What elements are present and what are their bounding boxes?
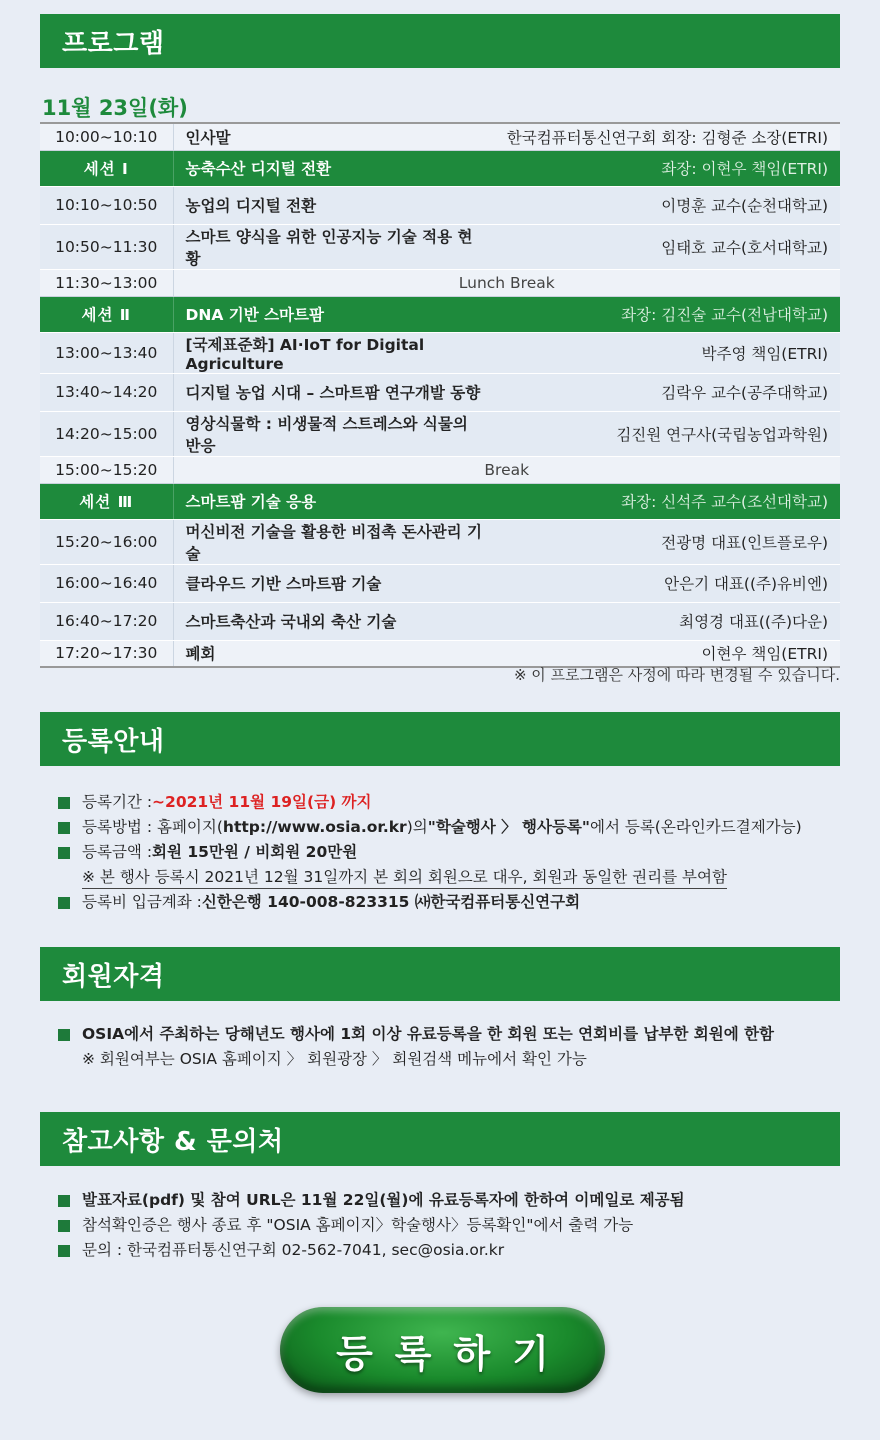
- talk-title: 인사말: [173, 123, 495, 150]
- reference-heading: 참고사항 & 문의처: [40, 1112, 840, 1166]
- speaker: 박주영 책임(ETRI): [495, 332, 840, 373]
- reference-info: [58, 1188, 685, 1263]
- membership-info: [58, 1022, 774, 1072]
- talk-title: 영상식물학 : 비생물적 스트레스와 식물의 반응: [173, 411, 495, 456]
- time-slot: 17:20~17:30: [40, 640, 173, 667]
- bullet-square-icon: [58, 1195, 70, 1207]
- registration-deadline: ~2021년 11월 19일(금) 까지: [152, 793, 372, 811]
- schedule-row: [40, 519, 840, 564]
- session-title: 농축수산 디지털 전환: [173, 150, 495, 186]
- talk-title: 디지털 농업 시대 – 스마트팜 연구개발 동향: [173, 373, 495, 411]
- break-row: [40, 456, 840, 483]
- break-label: Break: [173, 456, 840, 483]
- schedule-row: [40, 123, 840, 150]
- membership-heading: 회원자격: [40, 947, 840, 1001]
- registration-fee-note: ※ 본 행사 등록시 2021년 12월 31일까지 본 회의 회원으로 대우, 회원과 동일한 권리를 부여함: [58, 865, 802, 890]
- time-slot: 10:10~10:50: [40, 186, 173, 224]
- time-slot: 15:00~15:20: [40, 456, 173, 483]
- schedule-row: [40, 186, 840, 224]
- talk-title: 머신비전 기술을 활용한 비접촉 돈사관리 기술: [173, 519, 495, 564]
- session-row: [40, 296, 840, 332]
- talk-title: 스마트 양식을 위한 인공지능 기술 적용 현황: [173, 224, 495, 269]
- session-chair: 좌장: 김진술 교수(전남대학교): [495, 296, 840, 332]
- speaker: 김락우 교수(공주대학교): [495, 373, 840, 411]
- program-heading: 프로그램: [40, 14, 840, 68]
- time-slot: 13:00~13:40: [40, 332, 173, 373]
- break-label: Lunch Break: [173, 269, 840, 296]
- bullet-square-icon: [58, 797, 70, 809]
- registration-fee-item: 등록금액 : 회원 15만원 / 비회원 20만원: [58, 840, 802, 865]
- schedule-row: [40, 373, 840, 411]
- schedule-row: [40, 224, 840, 269]
- registration-method-item: 등록방법 : 홈페이지( http://www.osia.or.kr )의 "학술행사 〉 행사등록" 에서 등록(온라인카드결제가능): [58, 815, 802, 840]
- registration-url-link[interactable]: http://www.osia.or.kr: [222, 818, 407, 836]
- bullet-square-icon: [58, 1029, 70, 1041]
- time-slot: 10:00~10:10: [40, 123, 173, 150]
- schedule-row: [40, 411, 840, 456]
- reference-item-materials: 발표자료(pdf) 및 참여 URL은 11월 22일(월)에 유료등록자에 한하여 이메일로 제공됨: [58, 1188, 685, 1213]
- session-row: [40, 483, 840, 519]
- time-slot: 11:30~13:00: [40, 269, 173, 296]
- time-slot: 13:40~14:20: [40, 373, 173, 411]
- registration-fee-value: 회원 15만원 / 비회원 20만원: [152, 843, 358, 861]
- schedule-row: [40, 332, 840, 373]
- time-slot: 15:20~16:00: [40, 519, 173, 564]
- registration-period-item: 등록기간 : ~2021년 11월 19일(금) 까지: [58, 790, 802, 815]
- session-row: [40, 150, 840, 186]
- talk-title: 스마트축산과 국내외 축산 기술: [173, 602, 495, 640]
- speaker: 안은기 대표((주)유비엔): [495, 564, 840, 602]
- reference-item-contact: 문의 : 한국컴퓨터통신연구회 02-562-7041, sec@osia.or.kr: [58, 1238, 685, 1263]
- talk-title: [국제표준화] AI·IoT for Digital Agriculture: [173, 332, 495, 373]
- registration-account-item: 등록비 입금계좌 : 신한은행 140-008-823315 ㈔한국컴퓨터통신연구회: [58, 890, 802, 915]
- time-slot: 16:40~17:20: [40, 602, 173, 640]
- speaker: 이명훈 교수(순천대학교): [495, 186, 840, 224]
- talk-title: 폐회: [173, 640, 495, 667]
- registration-account-value: 신한은행 140-008-823315 ㈔한국컴퓨터통신연구회: [201, 893, 581, 911]
- speaker: 임태호 교수(호서대학교): [495, 224, 840, 269]
- bullet-square-icon: [58, 847, 70, 859]
- registration-menu-path: "학술행사 〉 행사등록": [427, 818, 590, 836]
- speaker: 한국컴퓨터통신연구회 회장: 김형준 소장(ETRI): [495, 123, 840, 150]
- membership-condition-item: OSIA에서 주최하는 당해년도 행사에 1회 이상 유료등록을 한 회원 또는 연회비를 납부한 회원에 한함: [58, 1022, 774, 1047]
- schedule-row: [40, 564, 840, 602]
- registration-info: [58, 790, 802, 915]
- schedule-row: [40, 640, 840, 667]
- time-slot: 14:20~15:00: [40, 411, 173, 456]
- reference-item-certificate: 참석확인증은 행사 종료 후 "OSIA 홈페이지〉학술행사〉등록확인"에서 출력 가능: [58, 1213, 685, 1238]
- speaker: 김진원 연구사(국립농업과학원): [495, 411, 840, 456]
- schedule-table: [40, 122, 840, 668]
- talk-title: 클라우드 기반 스마트팜 기술: [173, 564, 495, 602]
- session-label: 세션 Ⅰ: [40, 150, 173, 186]
- speaker: 전광명 대표(인트플로우): [495, 519, 840, 564]
- break-row: [40, 269, 840, 296]
- registration-heading: 등록안내: [40, 712, 840, 766]
- bullet-square-icon: [58, 822, 70, 834]
- session-title: 스마트팜 기술 응용: [173, 483, 495, 519]
- bullet-square-icon: [58, 1245, 70, 1257]
- schedule-row: [40, 602, 840, 640]
- schedule-change-note: ※ 이 프로그램은 사정에 따라 변경될 수 있습니다.: [513, 666, 840, 684]
- talk-title: 농업의 디지털 전환: [173, 186, 495, 224]
- bullet-square-icon: [58, 1220, 70, 1232]
- time-slot: 10:50~11:30: [40, 224, 173, 269]
- speaker: 최영경 대표((주)다운): [495, 602, 840, 640]
- speaker: 이현우 책임(ETRI): [495, 640, 840, 667]
- session-label: 세션 Ⅲ: [40, 483, 173, 519]
- session-chair: 좌장: 이현우 책임(ETRI): [495, 150, 840, 186]
- time-slot: 16:00~16:40: [40, 564, 173, 602]
- register-button[interactable]: 등록하기: [280, 1307, 605, 1393]
- bullet-square-icon: [58, 897, 70, 909]
- membership-check-note: ※ 회원여부는 OSIA 홈페이지 〉 회원광장 〉 회원검색 메뉴에서 확인 가능: [82, 1050, 587, 1068]
- session-chair: 좌장: 신석주 교수(조선대학교): [495, 483, 840, 519]
- session-title: DNA 기반 스마트팜: [173, 296, 495, 332]
- program-day-title: 11월 23일(화): [42, 96, 188, 120]
- session-label: 세션 Ⅱ: [40, 296, 173, 332]
